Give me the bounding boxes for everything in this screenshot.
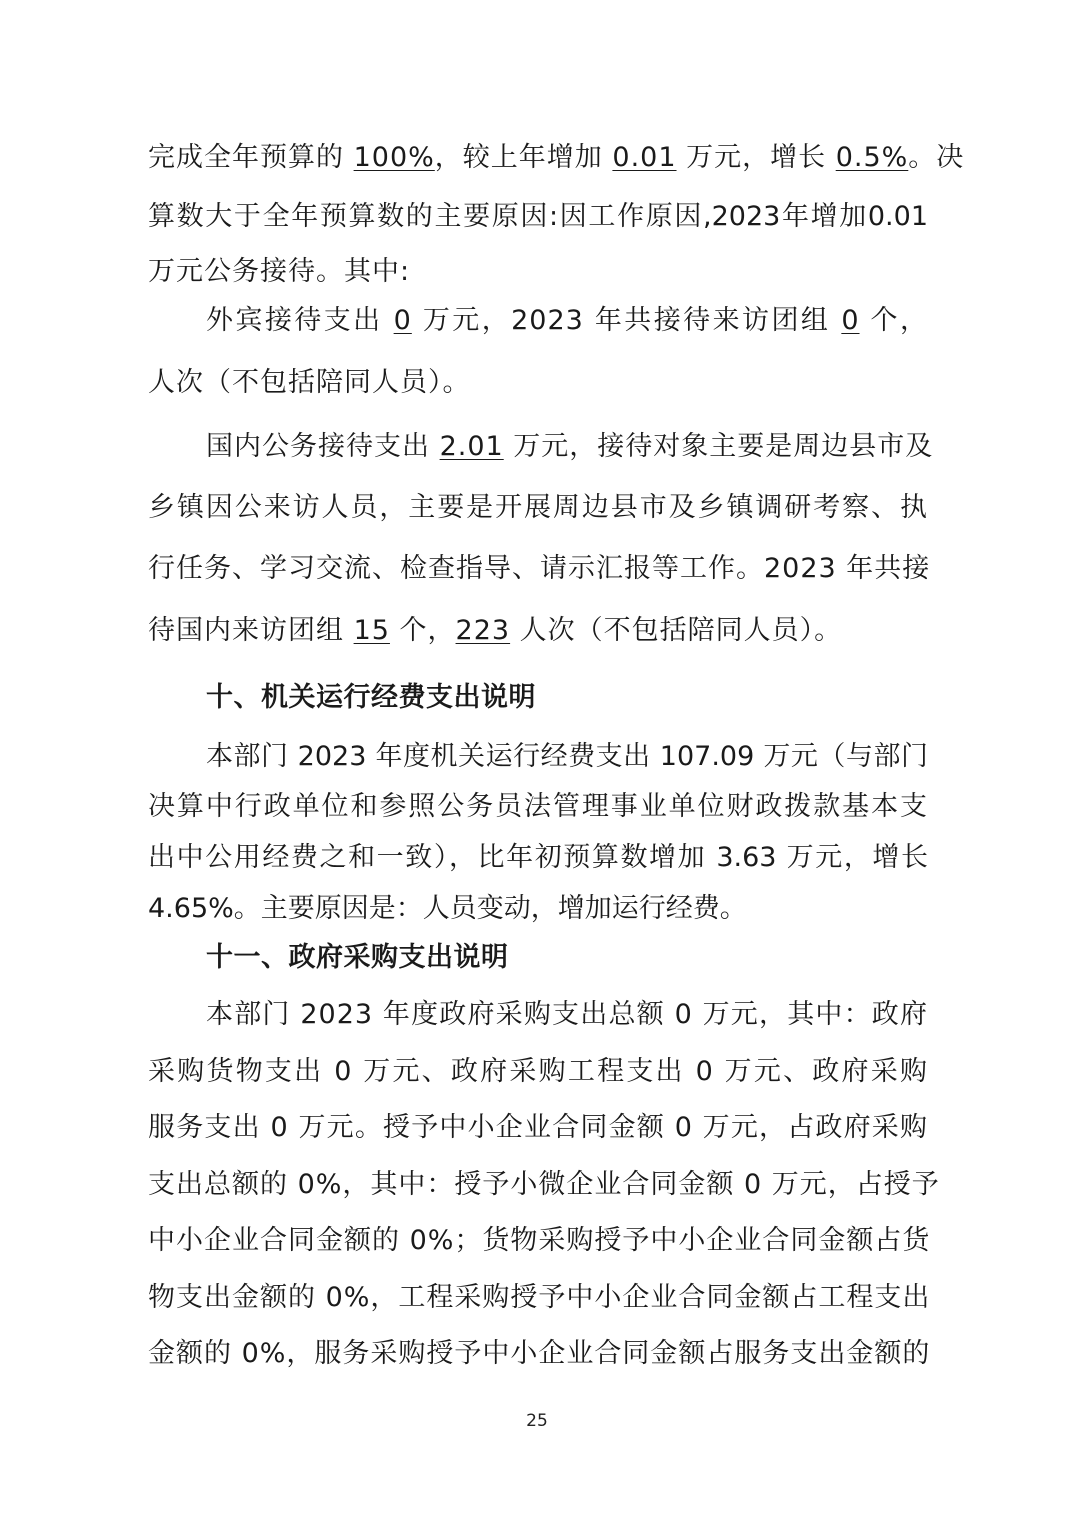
text-line: 决算中行政单位和参照公务员法管理事业单位财政拨款基本支 bbox=[148, 791, 928, 822]
text-run: 人次（不包括陪同人员）。 bbox=[510, 615, 843, 646]
text-line: 中小企业合同金额的 0%；货物采购授予中小企业合同金额占货 bbox=[148, 1225, 931, 1256]
page-number: 25 bbox=[526, 1411, 548, 1431]
text-run: 万元，2023 年共接待来访团组 bbox=[411, 305, 842, 336]
text-run: ，较上年增加 bbox=[434, 142, 613, 173]
text-line: 行任务、学习交流、检查指导、请示汇报等工作。2023 年共接 bbox=[148, 553, 931, 584]
underlined-value: 2.01 bbox=[439, 431, 504, 462]
text-line: 服务支出 0 万元。授予中小企业合同金额 0 万元，占政府采购 bbox=[148, 1112, 928, 1143]
text-line: 算数大于全年预算数的主要原因:因工作原因,2023年增加0.01 bbox=[148, 201, 928, 232]
text-line: 人次（不包括陪同人员）。 bbox=[148, 367, 471, 398]
section-heading: 十、机关运行经费支出说明 bbox=[206, 682, 536, 713]
text-run: 个， bbox=[859, 305, 928, 336]
text-line: 出中公用经费之和一致），比年初预算数增加 3.63 万元，增长 bbox=[148, 842, 928, 873]
text-line: 物支出金额的 0%，工程采购授予中小企业合同金额占工程支出 bbox=[148, 1282, 931, 1313]
text-line: 本部门 2023 年度机关运行经费支出 107.09 万元（与部门 bbox=[206, 741, 928, 772]
text-line: 支出总额的 0%，其中：授予小微企业合同金额 0 万元，占授予 bbox=[148, 1169, 940, 1200]
underlined-value: 0 bbox=[841, 305, 860, 336]
text-run: 个， bbox=[389, 615, 456, 646]
text-line: 4.65%。主要原因是：人员变动，增加运行经费。 bbox=[148, 893, 747, 924]
text-run: 万元，增长 bbox=[676, 142, 836, 173]
text-line: 本部门 2023 年度政府采购支出总额 0 万元，其中：政府 bbox=[206, 999, 928, 1030]
underlined-value: 223 bbox=[455, 615, 511, 646]
underlined-value: 0.01 bbox=[612, 142, 677, 173]
underlined-value: 100% bbox=[353, 142, 435, 173]
text-line bbox=[206, 427, 934, 467]
section-heading: 十一、政府采购支出说明 bbox=[206, 942, 509, 973]
text-run: 待国内来访团组 bbox=[148, 615, 354, 646]
text-line: 采购货物支出 0 万元、政府采购工程支出 0 万元、政府采购 bbox=[148, 1056, 928, 1087]
text-line: 乡镇因公来访人员，主要是开展周边县市及乡镇调研考察、执 bbox=[148, 492, 928, 523]
text-line: 金额的 0%，服务采购授予中小企业合同金额占服务支出金额的 bbox=[148, 1338, 931, 1369]
text-run: 外宾接待支出 bbox=[206, 305, 394, 336]
text-run: 万元，接待对象主要是周边县市及 bbox=[503, 431, 934, 462]
text-run: 国内公务接待支出 bbox=[206, 431, 440, 462]
text-line bbox=[206, 301, 928, 341]
text-run: 完成全年预算的 bbox=[148, 142, 354, 173]
underlined-value: 15 bbox=[353, 615, 390, 646]
text-line: 万元公务接待。其中: bbox=[148, 256, 411, 287]
text-line bbox=[148, 138, 965, 178]
underlined-value: 0 bbox=[393, 305, 412, 336]
text-line bbox=[148, 611, 928, 651]
text-run: 。决 bbox=[908, 142, 965, 173]
underlined-value: 0.5% bbox=[835, 142, 909, 173]
